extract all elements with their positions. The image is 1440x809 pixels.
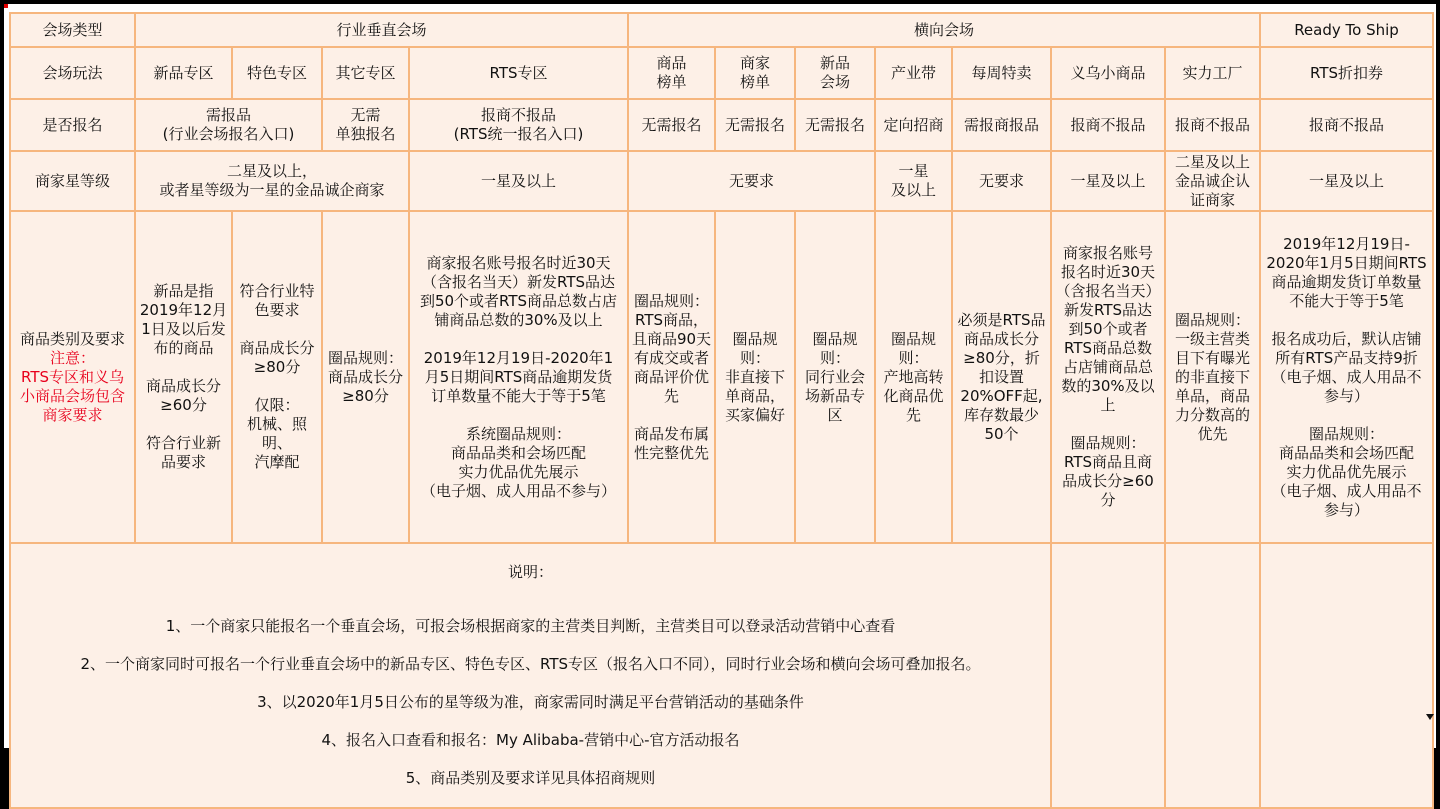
req-product-rank[interactable]: 圈品规则： RTS商品， 且商品90天 有成交或者 商品评价优 先 商品发布属 性完整优先 (628, 211, 715, 543)
play-new-venue[interactable]: 新品 会场 (795, 47, 875, 99)
notes-line: 5、商品类别及要求详见具体招商规则 (405, 769, 656, 787)
signup-factory[interactable]: 报商不报品 (1165, 99, 1260, 151)
signup-rts-coupon[interactable]: 报商不报品 (1260, 99, 1433, 151)
venue-type-horizontal[interactable]: 横向会场 (628, 13, 1260, 47)
star-weekly[interactable]: 无要求 (952, 151, 1051, 211)
row-header-venue-type[interactable]: 会场类型 (10, 13, 135, 47)
row-header-category-req[interactable] (10, 211, 135, 543)
signup-industry-belt[interactable]: 定向招商 (875, 99, 952, 151)
req-rts-zone[interactable]: 商家报名账号报名时近30天 （含报名当天）新发RTS品达 到50个或者RTS商品总数占店 铺商品总数的30%及以上 2019年12月19日-2020年1 月5日期间RTS商品逾期发货 订单数量不能大于等于5笔 系统圈品规则： 商品品类和会场匹配 实力优品优先展示 （电子烟、成人用品不参与） (409, 211, 628, 543)
req-new-zone[interactable]: 新品是指 2019年12月 1日及以后发 布的商品 商品成长分 ≥60分 符合行业新 品要求 (135, 211, 232, 543)
empty-cell-yiwu[interactable] (1051, 543, 1165, 808)
play-industry-belt[interactable]: 产业带 (875, 47, 952, 99)
play-yiwu[interactable]: 义乌小商品 (1051, 47, 1165, 99)
play-weekly-sale[interactable]: 每周特卖 (952, 47, 1051, 99)
req-industry-belt[interactable]: 圈品规则： 产地高转 化商品优 先 (875, 211, 952, 543)
star-rts-coupon[interactable]: 一星及以上 (1260, 151, 1433, 211)
req-factory[interactable]: 圈品规则： 一级主营类 目下有曝光 的非直接下 单品，商品 力分数高的 优先 (1165, 211, 1260, 543)
req-other-zone[interactable]: 圈品规则： 商品成长分 ≥80分 (322, 211, 409, 543)
req-feature-zone[interactable]: 符合行业特 色要求 商品成长分 ≥80分 仅限： 机械、照明、 汽摩配 (232, 211, 322, 543)
play-rts-coupon[interactable]: RTS折扣券 (1260, 47, 1433, 99)
signup-product-rank[interactable]: 无需报名 (628, 99, 715, 151)
star-industry-belt[interactable]: 一星 及以上 (875, 151, 952, 211)
row-header-signup[interactable]: 是否报名 (10, 99, 135, 151)
req-yiwu[interactable]: 商家报名账号 报名时近30天 （含报名当天） 新发RTS品达 到50个或者 RTS商品总数 占店铺商品总 数的30%及以 上 圈品规则： RTS商品且商 品成长分≥60 分 (1051, 211, 1165, 543)
venue-type-vertical[interactable]: 行业垂直会场 (135, 13, 628, 47)
notes-cell[interactable] (10, 543, 1051, 808)
star-yiwu[interactable]: 一星及以上 (1051, 151, 1165, 211)
play-merchant-rank[interactable]: 商家 榜单 (715, 47, 795, 99)
venue-rules-table (9, 12, 1434, 809)
notes-line: 1、一个商家只能报名一个垂直会场，可报会场根据商家的主营类目判断，主营类目可以登录活动营销中心查看 (165, 617, 896, 635)
play-new-zone[interactable]: 新品专区 (135, 47, 232, 99)
play-rts-zone[interactable]: RTS专区 (409, 47, 628, 99)
signup-merchant-rank[interactable]: 无需报名 (715, 99, 795, 151)
signup-other[interactable]: 无需 单独报名 (322, 99, 409, 151)
signup-new-venue[interactable]: 无需报名 (795, 99, 875, 151)
signup-weekly[interactable]: 需报商报品 (952, 99, 1051, 151)
row-header-venue-play[interactable]: 会场玩法 (10, 47, 135, 99)
empty-cell-rts-coupon[interactable] (1260, 543, 1433, 808)
scroll-down-arrow-icon[interactable] (1426, 714, 1434, 720)
req-rts-coupon[interactable]: 2019年12月19日- 2020年1月5日期间RTS 商品逾期发货订单数量 不能大于等于5笔 报名成功后，默认店铺 所有RTS产品支持9折 （电子烟、成人用品不 参与） 圈品规则： 商品品类和会场匹配 实力优品优先展示 （电子烟、成人用品不 参与） (1260, 211, 1433, 543)
category-req-label: 商品类别及要求 (19, 329, 125, 348)
star-no-requirement-group[interactable]: 无要求 (628, 151, 875, 211)
notes-title: 说明： (507, 563, 553, 581)
notes-line: 2、一个商家同时可报名一个行业垂直会场中的新品专区、特色专区、RTS专区（报名入口不同），同时行业会场和横向会场可叠加报名。 (80, 655, 981, 673)
req-merchant-rank[interactable]: 圈品规则： 非直接下 单商品， 买家偏好 (715, 211, 795, 543)
play-other-zone[interactable]: 其它专区 (322, 47, 409, 99)
notes-line: 4、报名入口查看和报名：My Alibaba-营销中心-官方活动报名 (321, 731, 740, 749)
play-product-rank[interactable]: 商品 榜单 (628, 47, 715, 99)
star-vertical[interactable]: 二星及以上， 或者星等级为一星的金品诚企商家 (135, 151, 409, 211)
spreadsheet-view (4, 4, 1436, 787)
cell-cursor-marker (4, 4, 8, 8)
signup-yiwu[interactable]: 报商不报品 (1051, 99, 1165, 151)
star-factory[interactable]: 二星及以上 金品诚企认 证商家 (1165, 151, 1260, 211)
row-header-star-level[interactable]: 商家星等级 (10, 151, 135, 211)
star-rts-zone[interactable]: 一星及以上 (409, 151, 628, 211)
venue-type-rts[interactable]: Ready To Ship (1260, 13, 1433, 47)
req-weekly[interactable]: 必须是RTS品 商品成长分 ≥80分，折 扣设置 20%OFF起, 库存数最少 50个 (952, 211, 1051, 543)
notes-line: 3、以2020年1月5日公布的星等级为准，商家需同时满足平台营销活动的基础条件 (257, 693, 804, 711)
empty-cell-factory[interactable] (1165, 543, 1260, 808)
category-req-note: 注意： RTS专区和义乌 小商品会场包含 商家要求 (19, 348, 125, 424)
signup-rts-zone[interactable]: 报商不报品 (RTS统一报名入口) (409, 99, 628, 151)
play-factory[interactable]: 实力工厂 (1165, 47, 1260, 99)
signup-new-feature[interactable]: 需报品 (行业会场报名入口) (135, 99, 322, 151)
play-feature-zone[interactable]: 特色专区 (232, 47, 322, 99)
req-new-venue[interactable]: 圈品规则： 同行业会 场新品专 区 (795, 211, 875, 543)
